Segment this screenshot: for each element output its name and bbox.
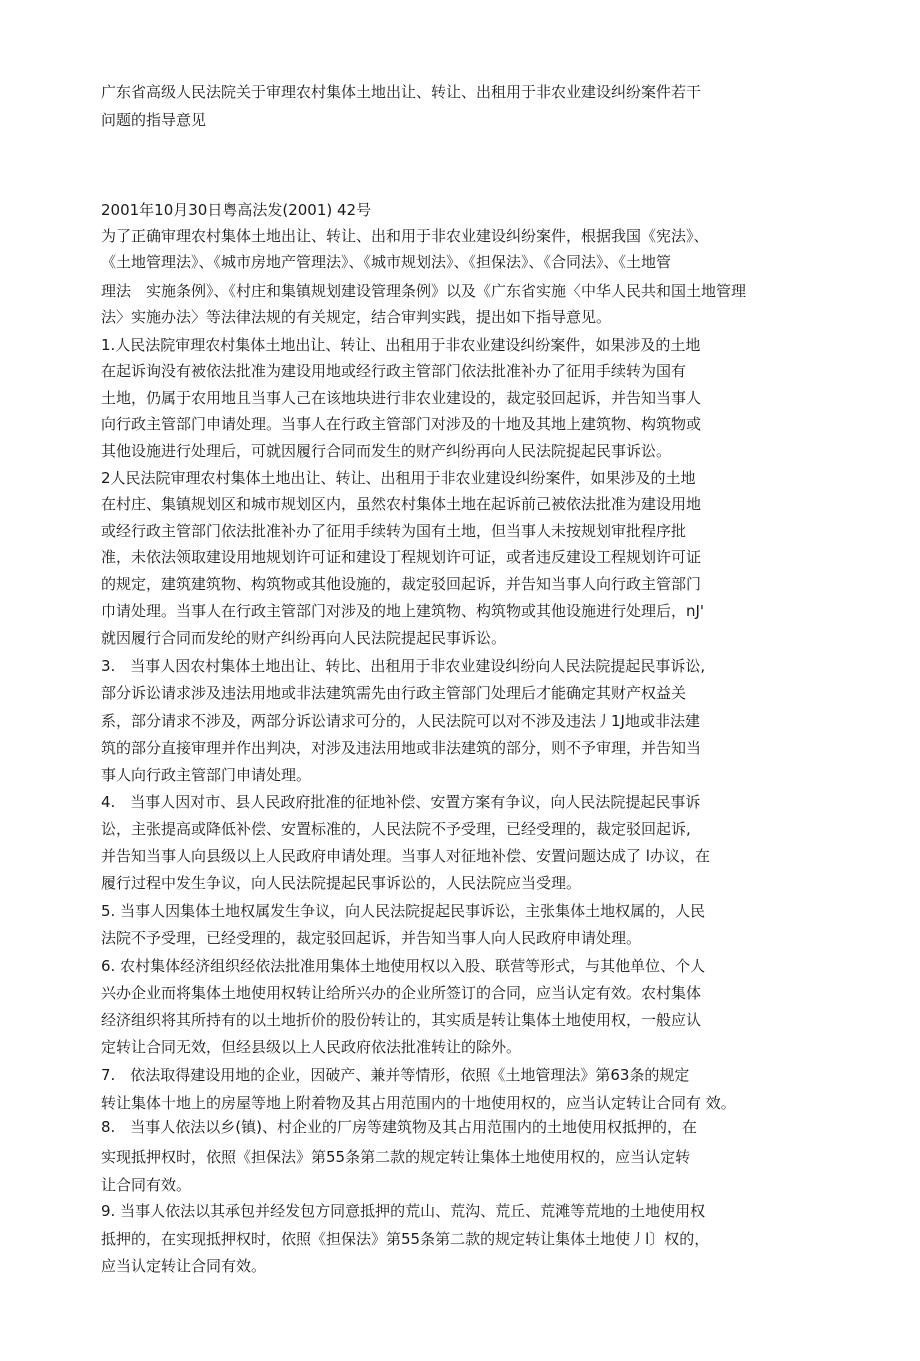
body-text-line: 为了正确审理农村集体土地出让、转让、出和用于非农业建设纠纷案件，根据我国《宪法》、	[101, 227, 709, 245]
body-text-line: 土地，仍属于农用地且当事人己在该地块进行非农业建设的，裁定驳回起诉，并告知当事人	[101, 389, 702, 407]
body-text-line: 系，部分请求不涉及，两部分诉讼请求可分的，人民法院可以对不涉及违法丿1J地或非法建	[101, 712, 700, 730]
body-text-line: 或经行政主管部门依法批准补办了征用手续转为国有土地，但当事人未按规划审批程序批	[101, 522, 687, 540]
body-text-line: 抵押的，在实现抵押权时，依照《担保法》第55条第二款的规定转让集体土地使丿l〕权的，	[101, 1230, 710, 1248]
body-text-line: 8. 当事人依法以乡(镇)、村企业的厂房等建筑物及其占用范围内的土地使用权抵押的，在	[101, 1118, 698, 1136]
body-text-line: 向行政主管部门申请处理。当事人在行政主管部门对涉及的十地及其地上建筑物、构筑物或	[101, 415, 702, 433]
body-text-line: 1.人民法院审理农村集体土地出让、转让、出租用于非农业建设纠纷案件，如果涉及的土地	[101, 336, 701, 354]
body-text-line: 经济组织将其所持有的以土地折价的股份转让的，其实质是转让集体土地使用权，一般应认	[101, 1011, 702, 1029]
body-text-line: 定转让合同无效，但经县级以上人民政府依法批准转让的除外。	[101, 1038, 522, 1056]
body-text-line: 7. 依法取得建设用地的企业，因破产、兼并等情形，依照《土地管理法》第63条的规定	[101, 1066, 690, 1084]
body-text-line: 让合同有效。	[101, 1176, 192, 1194]
body-text-line: 巾请处理。当事人在行政主管部门对涉及的地上建筑物、构筑物或其他设施进行处理后，nJ'	[101, 602, 705, 620]
body-text-line: 在起诉询没有被依法批准为建设用地或经行政主管部门依法批准补办了征用手续转为国有	[101, 362, 687, 380]
body-text-line: 实现抵押权时，依照《担保法》第55条第二款的规定转让集体土地使用权的，应当认定转	[101, 1148, 691, 1166]
body-text-line: 转让集体十地上的房屋等地上附着物及其占用范围内的十地使用权的，应当认定转让合同有 效。	[101, 1094, 736, 1112]
body-text-line: 3. 当事人因农村集体土地出让、转比、出租用于非农业建设纠纷向人民法院提起民事诉讼,	[101, 657, 706, 675]
body-text-line: 履行过程中发生争议，向人民法院提起民事诉讼的，人民法院应当受理。	[101, 874, 582, 892]
body-text-line: 就因履行合同而发纶的财产纠纷再向人民法院提起民事诉讼。	[101, 629, 507, 647]
body-text-line: 2人民法院审理农村集体土地出让、转让、出租用于非农业建设纠纷案件，如果涉及的土地	[101, 469, 696, 487]
body-text-line: 《土地管理法》、《城市房地产管理法》、《城市规划法》、《担保法》、《合同法》、《土地管	[101, 253, 672, 271]
document-date-number: 2001年10月30日粤高法发(2001) 42号	[101, 201, 372, 219]
body-text-line: 9. 当事人依法以其承包并经发包方同意抵押的荒山、荒沟、荒丘、荒滩等荒地的土地使用权	[101, 1202, 706, 1220]
body-text-line: 在村庄、集镇规划区和城市规划区内，虽然农村集体土地在起诉前己被依法批准为建设用地	[101, 495, 702, 513]
body-text-line: 理法 实施条例》、《村庄和集镇规划建设管理条例》以及《广东省实施〈中华人民共和国土地管理	[101, 282, 747, 300]
body-text-line: 的规定，建筑建筑物、构筑物或其他设施的，裁定驳回起诉，并告知当事人向行政主管部门	[101, 575, 702, 593]
body-text-line: 5. 当事人因集体土地权属发生争议，向人民法院捉起民事诉讼，主张集体土地权属的，人民	[101, 902, 706, 920]
body-text-line: 法〉实施办法〉等法律法规的有关规定，结合审判实践，提出如下指导意见。	[101, 308, 612, 326]
body-text-line: 筑的部分直接审理并作出判决，对涉及违法用地或非法建筑的部分，则不予审理，并告知当	[101, 739, 702, 757]
body-text-line: 4. 当事人因对市、县人民政府批准的征地补偿、安置方案有争议，向人民法院提起民事诉	[101, 793, 701, 811]
body-text-line: 准，未依法领取建设用地规划许可证和建设丁程规划许可证，或者违反建设工程规划许可证	[101, 548, 702, 566]
body-text-line: 应当认定转让合同有效。	[101, 1257, 267, 1275]
body-text-line: 事人向行政主管部门申请处理。	[101, 766, 312, 784]
body-text-line: 兴办企业而将集体土地使用权转让给所兴办的企业所签订的合同，应当认定有效。农村集体	[101, 984, 702, 1002]
body-text-line: 6. 农村集体经济组织经依法批准用集体土地使用权以入股、联营等形式，与其他单位、个人	[101, 957, 706, 975]
body-text-line: 法院不予受理，已经受理的，裁定驳回起诉，并告知当事人向人民政府申请处理。	[101, 929, 642, 947]
body-text-line: 并告知当事人向县级以上人民政府申请处理。当事人对征地补偿、安置问题达成了 l办议，在	[101, 847, 710, 865]
body-text-line: 部分诉讼请求涉及违法用地或非法建筑需先由行政主管部门处理后才能确定其财产权益关	[101, 684, 687, 702]
document-title-line-1: 广东省高级人民法院关于审理农村集体土地出让、转让、出租用于非农业建设纠纷案件若干	[101, 83, 702, 101]
body-text-line: 其他设施进行处理后，可就因履行合同而发生的财产纠纷再向人民法院捉起民事诉讼。	[101, 442, 672, 460]
body-text-line: 讼，主张提高或降低补偿、安置标准的，人民法院不予受理，已经受理的，裁定驳回起诉,	[101, 820, 691, 838]
document-title-line-2: 问题的指导意见	[101, 111, 207, 129]
